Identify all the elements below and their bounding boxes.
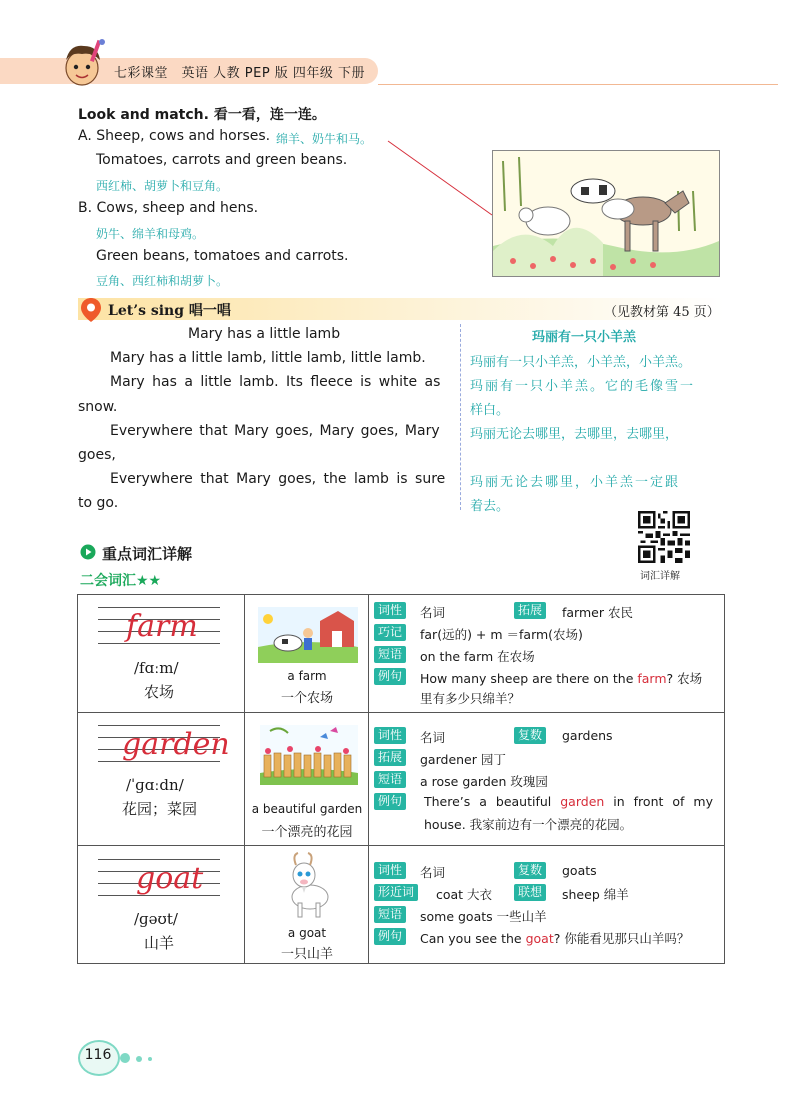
tag-value: coat 大衣: [436, 887, 493, 902]
song-line-en: Everywhere that Mary goes, the lamb is sure: [110, 471, 446, 487]
tag-value: a rose garden 玫瑰园: [420, 774, 548, 789]
tag-extension: 拓展: [514, 602, 546, 619]
phonetic: /fɑːm/: [134, 659, 179, 677]
tag-value: 名词: [420, 865, 446, 880]
song-line-cn: 样白。: [470, 403, 510, 418]
farm-animals-picture[interactable]: [492, 150, 720, 277]
sing-title: Let’s sing 唱一唱: [108, 303, 231, 319]
match-item-a-en: A. Sheep, cows and horses.: [78, 128, 271, 144]
picture-caption-en: a farm: [287, 669, 327, 683]
table-col-divider: [244, 595, 245, 963]
tag-example: 例句: [374, 668, 406, 685]
vocab-level-subtitle: 二会词汇★★: [80, 573, 162, 589]
example-sentence: There’s a beautiful garden in front of my: [424, 794, 713, 809]
tag-association: 联想: [514, 884, 546, 901]
song-line-en: goes,: [78, 447, 116, 463]
song-line-cn: 玛丽有一只小羊羔，小羊羔，小羊羔。: [470, 355, 692, 370]
table-row-divider: [78, 712, 724, 713]
example-sentence-cont: 里有多少只绵羊？: [420, 691, 521, 706]
tag-value: farmer 农民: [562, 605, 633, 620]
tag-value: sheep 绵羊: [562, 887, 629, 902]
tag-similar-word: 形近词: [374, 884, 418, 901]
tag-value: goats: [562, 863, 597, 878]
match-item-b-en: B. Cows, sheep and hens.: [78, 200, 259, 216]
song-title-cn: 玛丽有一只小羊羔: [532, 330, 637, 345]
vocab-word: garden: [122, 727, 230, 762]
song-line-en: Everywhere that Mary goes, Mary goes, Mary: [110, 423, 440, 439]
header-title: 七彩课堂 英语 人教 PEP 版 四年级 下册: [114, 66, 366, 81]
tag-value: 名词: [420, 605, 446, 620]
match-item-a2-cn: 西红柿、胡萝卜和豆角。: [96, 179, 229, 193]
match-item-a-cn: 绵羊、奶牛和马。: [276, 132, 373, 146]
textbook-page-reference: （见教材第 45 页）: [604, 305, 720, 320]
tag-phrase: 短语: [374, 906, 406, 923]
tag-plural: 复数: [514, 727, 546, 744]
picture-caption-cn: 一只山羊: [280, 947, 333, 962]
word-meaning: 花园；菜园: [122, 800, 198, 818]
song-line-en: Mary has a little lamb, little lamb, little lamb.: [110, 350, 426, 366]
vocab-word: farm: [126, 609, 198, 644]
example-sentence: Can you see the goat? 你能看见那只山羊吗？: [420, 931, 690, 946]
song-line-cn: 玛丽无论去哪里，小羊羔一定跟: [470, 475, 681, 490]
picture-caption-en: a goat: [287, 926, 327, 940]
farm-picture[interactable]: [258, 607, 358, 663]
vocab-table: [77, 594, 725, 964]
table-col-divider: [368, 595, 369, 963]
tag-value: gardens: [562, 728, 613, 743]
garden-picture[interactable]: [260, 725, 358, 785]
match-item-b2-cn: 豆角、西红柿和胡萝卜。: [96, 274, 229, 288]
word-meaning: 山羊: [144, 934, 175, 952]
highlighted-word: goat: [525, 931, 554, 946]
song-line-en: snow.: [78, 399, 118, 415]
picture-caption-en: a beautiful garden: [251, 802, 363, 816]
tag-part-of-speech: 词性: [374, 727, 406, 744]
example-sentence-cont: house. 我家前边有一个漂亮的花园。: [424, 817, 633, 832]
highlighted-word: garden: [560, 794, 605, 809]
phonetic: /ˈɡɑːdn/: [126, 776, 184, 794]
goat-picture[interactable]: [278, 851, 338, 921]
decor-dot: [120, 1053, 130, 1063]
tag-value: 名词: [420, 730, 446, 745]
tag-example: 例句: [374, 793, 406, 810]
vocab-section-title: 重点词汇详解: [102, 545, 193, 563]
play-circle-icon: [80, 544, 96, 560]
match-item-a2-en: Tomatoes, carrots and green beans.: [96, 152, 348, 168]
tag-phrase: 短语: [374, 646, 406, 663]
vocab-word: goat: [136, 861, 204, 896]
phonetic: /ɡəʊt/: [134, 910, 178, 928]
picture-caption-cn: 一个漂亮的花园: [261, 825, 353, 840]
header-divider: [378, 84, 778, 85]
decor-dot: [148, 1057, 152, 1061]
look-match-title: Look and match. 看一看，连一连。: [78, 107, 326, 123]
tag-value: some goats 一些山羊: [420, 909, 547, 924]
song-line-cn: 着去。: [470, 499, 510, 514]
tag-part-of-speech: 词性: [374, 602, 406, 619]
song-line-cn: 玛丽无论去哪里，去哪里，去哪里，: [470, 427, 679, 442]
song-line-cn: 玛丽有一只小羊羔。它的毛像雪一: [470, 379, 696, 394]
tag-plural: 复数: [514, 862, 546, 879]
tag-part-of-speech: 词性: [374, 862, 406, 879]
qr-code[interactable]: [638, 511, 690, 563]
tag-value: on the farm 在农场: [420, 649, 535, 664]
word-meaning: 农场: [144, 683, 175, 701]
mascot-icon: [54, 38, 110, 90]
song-column-divider: [460, 324, 461, 510]
picture-caption-cn: 一个农场: [280, 691, 333, 706]
tag-value: far(远的) + m ＝farm(农场): [420, 627, 583, 642]
tag-example: 例句: [374, 928, 406, 945]
example-sentence: How many sheep are there on the farm? 农场: [420, 671, 703, 686]
match-item-b-cn: 奶牛、绵羊和母鸡。: [96, 227, 205, 241]
table-row-divider: [78, 845, 724, 846]
tag-extension: 拓展: [374, 749, 406, 766]
tag-phrase: 短语: [374, 771, 406, 788]
song-title-en: Mary has a little lamb: [188, 326, 341, 342]
highlighted-word: farm: [637, 671, 667, 686]
song-line-en: to go.: [78, 495, 119, 511]
tag-value: gardener 园丁: [420, 752, 506, 767]
tag-memory-tip: 巧记: [374, 624, 406, 641]
page-number: 116: [84, 1047, 112, 1063]
location-pin-icon: [80, 297, 102, 323]
match-item-b2-en: Green beans, tomatoes and carrots.: [96, 248, 349, 264]
song-line-en: Mary has a little lamb. Its fleece is white as: [110, 374, 441, 390]
decor-dot: [136, 1056, 142, 1062]
qr-label: 词汇详解: [640, 571, 680, 582]
